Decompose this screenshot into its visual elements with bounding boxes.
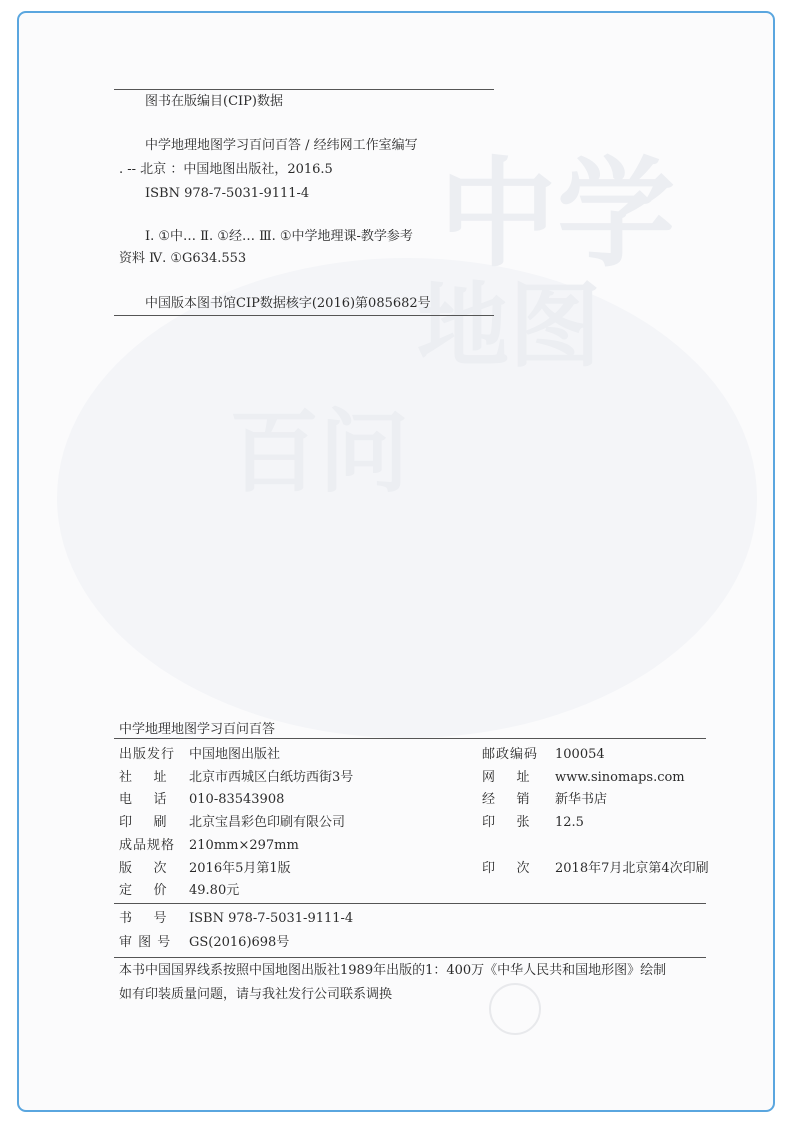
field-label: 成品规格 — [119, 837, 176, 853]
field-label: 出版发行 — [119, 747, 176, 762]
cip-isbn-line: ISBN 978-7-5031-9111-4 — [145, 186, 310, 201]
field-value: 100054 — [555, 747, 605, 762]
book-title: 中学地理地图学习百问百答 — [119, 722, 276, 737]
table-row — [119, 812, 709, 834]
table-row — [119, 858, 709, 880]
field-value: 12.5 — [555, 815, 584, 831]
watermark-text: 百问 — [229, 400, 409, 505]
table-row — [119, 835, 709, 857]
table-row — [119, 767, 709, 789]
field-label: 电 话 — [119, 792, 168, 808]
table-row — [119, 880, 709, 902]
table-row — [119, 789, 709, 811]
field-label: 书 号 — [119, 911, 168, 926]
field-value: 010-83543908 — [189, 792, 285, 808]
page-frame — [17, 11, 775, 1112]
quality-note: 如有印装质量问题，请与我社发行公司联系调换 — [119, 987, 393, 1002]
field-label: 印 次 — [482, 860, 531, 876]
field-value: 49.80元 — [189, 883, 240, 899]
table-row — [119, 932, 709, 954]
cip-bottom-rule — [114, 315, 494, 316]
cip-header: 图书在版编目(CIP)数据 — [145, 94, 283, 109]
cip-number: 中国版本图书馆CIP数据核字(2016)第085682号 — [145, 296, 431, 311]
imprint-bottom-rule — [114, 957, 706, 958]
field-label: 印 刷 — [119, 815, 168, 831]
field-value: www.sinomaps.com — [555, 769, 685, 785]
field-value: 新华书店 — [555, 792, 608, 808]
field-label: 网 址 — [482, 769, 531, 785]
field-label: 经 销 — [482, 792, 531, 808]
cip-top-rule — [114, 89, 494, 90]
field-value: 北京宝昌彩色印刷有限公司 — [189, 815, 346, 831]
field-label: 版 次 — [119, 860, 168, 876]
field-value: GS(2016)698号 — [189, 935, 290, 950]
watermark-text: 中学 — [439, 145, 676, 283]
table-row — [119, 744, 709, 766]
field-value: 2018年7月北京第4次印刷 — [555, 860, 709, 876]
cip-subject-line-1: Ⅰ. ①中… Ⅱ. ①经… Ⅲ. ①中学地理课-教学参考 — [145, 229, 413, 244]
field-value: 北京市西城区白纸坊西街3号 — [189, 769, 354, 785]
field-label: 定 价 — [119, 883, 168, 899]
watermark-text: 地图 — [417, 273, 602, 380]
field-label: 印 张 — [482, 815, 531, 831]
field-value: 中国地图出版社 — [189, 747, 281, 762]
copyright-page — [19, 13, 773, 1110]
field-value: 210mm×297mm — [189, 837, 299, 853]
cip-subject-line-2: 资料 Ⅳ. ①G634.553 — [119, 251, 247, 266]
imprint-top-rule — [114, 738, 706, 739]
field-value: ISBN 978-7-5031-9111-4 — [189, 911, 354, 926]
field-label: 邮政编码 — [482, 747, 539, 762]
field-label: 社 址 — [119, 769, 168, 785]
cip-title-line: 中学地理地图学习百问百答 / 经纬网工作室编写 — [145, 138, 418, 153]
table-row — [119, 908, 709, 930]
field-value: 2016年5月第1版 — [189, 860, 291, 876]
imprint-mid-rule — [114, 903, 706, 904]
cip-publisher-line: . -- 北京 ：中国地图出版社，2016.5 — [119, 162, 333, 177]
border-note: 本书中国国界线系按照中国地图出版社1989年出版的1：400万《中华人民共和国地形图》绘制 — [119, 963, 667, 978]
field-label: 审 图 号 — [119, 935, 172, 950]
